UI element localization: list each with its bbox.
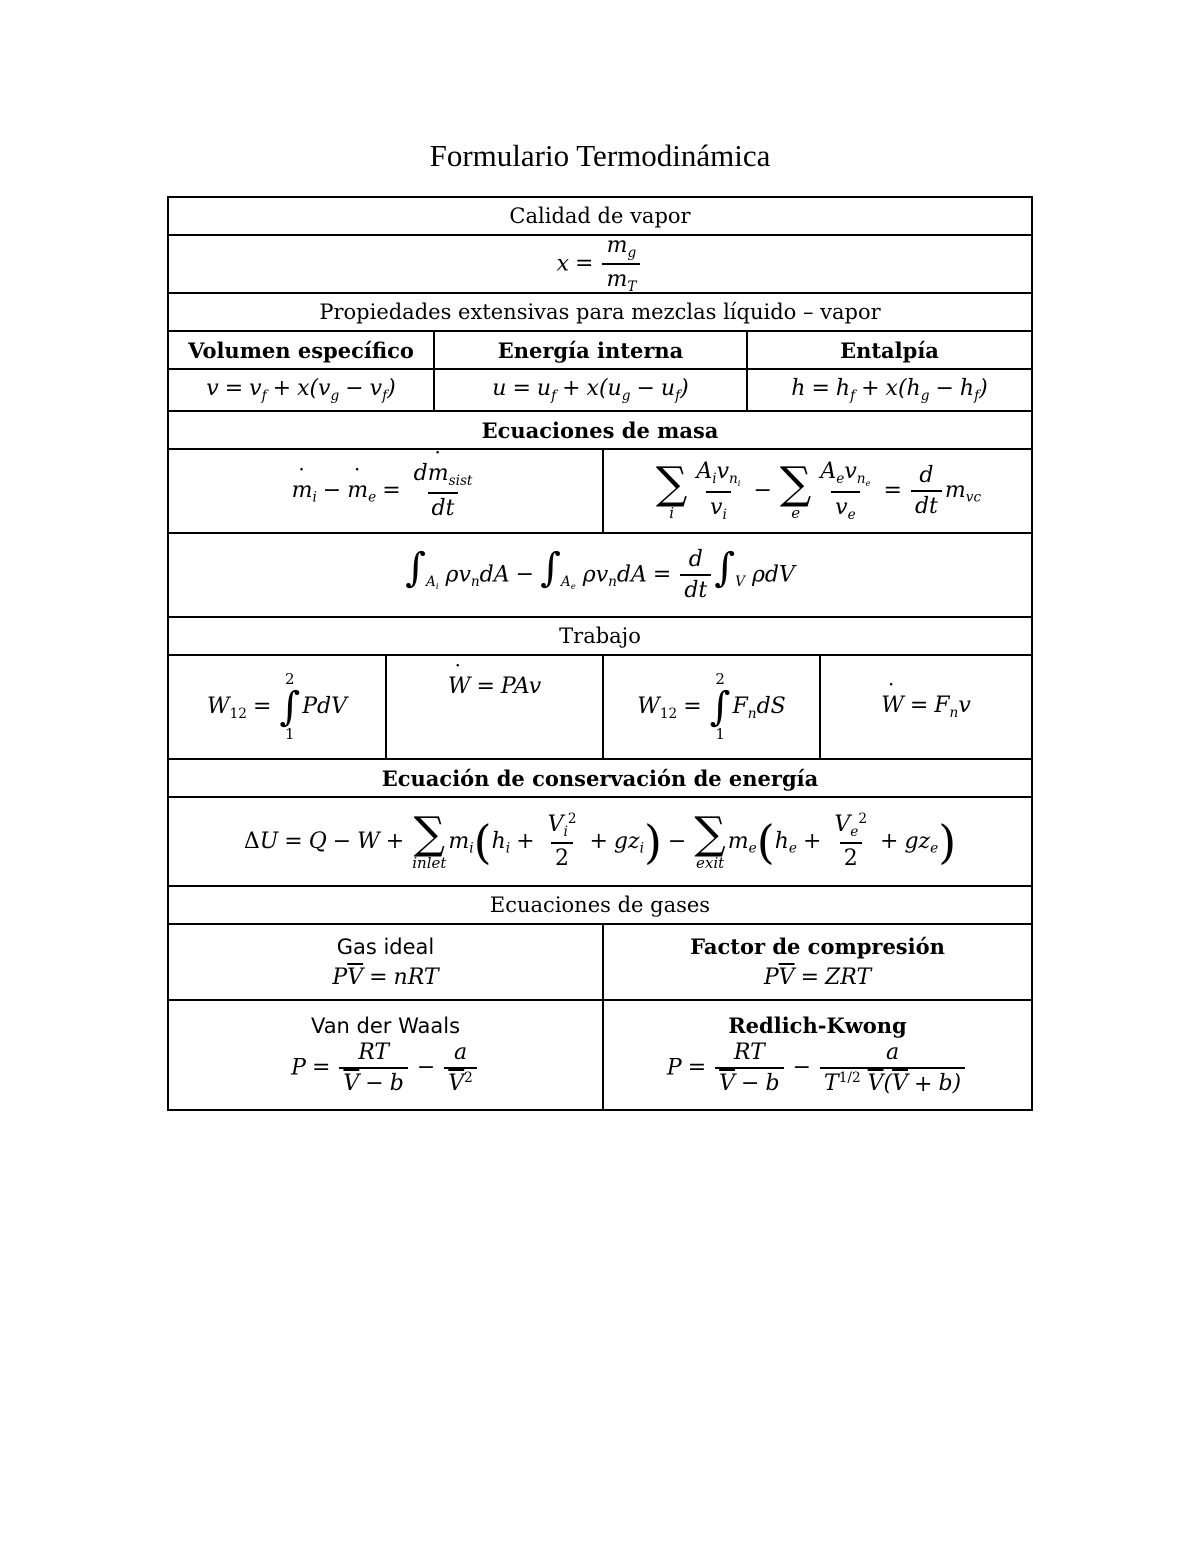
- gas-label: Van der Waals: [310, 1013, 461, 1038]
- gas-label: Gas ideal: [336, 934, 435, 959]
- formula-calidad: x = $\frac{m_g}{m_T}$: [169, 236, 1031, 292]
- van-der-waals-cell: [169, 1001, 602, 1109]
- formula-van-der-waals: P = $\frac{RT}{\overline{V} - b}$ − $\frac{a}{\overline{V}^2}$: [291, 1040, 480, 1097]
- gas-ideal-cell: [169, 925, 602, 999]
- formula-compresion: $P\overline{V}$ = ZRT: [763, 965, 872, 990]
- column-headers-row: [169, 330, 1031, 368]
- formula-masa-2: ∑ i $\frac{A_iv_{n_i}}{v_i}$ − ∑ e $\frac{A_ev_{n_e}}{v_e}$ = $\frac{d}{dt}$ $m_{vc}$: [602, 450, 1031, 532]
- section-heading: Ecuaciones de gases: [489, 893, 711, 917]
- formula-trabajo-4: ˙ $W = F_nv$: [819, 656, 1031, 758]
- formula-masa-1: ˙ $m_i$ − ˙ $m_e$ = $\frac{d˙ m_{sist}}{dt}$: [169, 450, 602, 532]
- formula-row: [169, 923, 1031, 999]
- formula-volumen: $v = v_f + x(v_g - v_f)$: [206, 376, 396, 404]
- formula-row: [169, 448, 1031, 532]
- formula-entalpia: $h = h_f + x(h_g - h_f)$: [746, 370, 1031, 410]
- section-energia-row: [169, 758, 1031, 796]
- section-heading: Trabajo: [559, 624, 641, 648]
- formula-energia-interna: $u = u_f + x(u_g - u_f)$: [433, 370, 746, 410]
- gas-label: Redlich-Kwong: [728, 1013, 907, 1039]
- formula-row: [169, 532, 1031, 616]
- section-heading: Ecuaciones de masa: [481, 417, 719, 443]
- formula-table: [167, 196, 1033, 1111]
- section-heading: Propiedades extensivas para mezclas líquido – vapor: [319, 300, 881, 324]
- section-masa-row: [169, 410, 1031, 448]
- compresion-cell: [602, 925, 1031, 999]
- column-header: Energía interna: [433, 332, 746, 368]
- column-header: Entalpía: [746, 332, 1031, 368]
- section-propiedades-row: [169, 292, 1031, 330]
- formula-row: [169, 368, 1031, 410]
- section-heading: Ecuación de conservación de energía: [381, 765, 819, 791]
- page-title: Formulario Termodinámica: [429, 138, 771, 173]
- formula-row: [169, 796, 1031, 885]
- section-heading: Calidad de vapor: [509, 204, 691, 228]
- formula-gas-ideal: $P\overline{V}$ = nRT: [332, 964, 439, 990]
- formula-row: [169, 232, 1031, 295]
- section-trabajo-row: [169, 616, 1031, 654]
- gas-label: Factor de compresión: [690, 934, 945, 959]
- column-header: Volumen específico: [188, 337, 414, 363]
- formula-trabajo-2: ˙ W = PAv: [385, 656, 602, 758]
- formula-row: [169, 654, 1031, 758]
- redlich-kwong-cell: [602, 1001, 1031, 1109]
- formula-redlich-kwong: P = $\frac{RT}{\overline{V} - b}$ − $\frac{a}{T^{1/2} \overline{V}(\overline{V} + b)}$: [667, 1040, 968, 1097]
- formula-energia: ΔU = Q − W + ∑ inlet $m_i(h_i$ + $\frac{V_i^2}{2}$ + $gz_i$) − ∑ exit $m_e(h_e$ + $\frac{V_e^2}{2}$ + $gz_e$): [243, 808, 957, 872]
- formula-trabajo-3: $W_{12}$ = 2 ∫ 1 $F_ndS$: [602, 656, 819, 758]
- formula-row: [169, 999, 1031, 1109]
- formula-trabajo-1: $W_{12}$ = 2 ∫ 1 PdV: [206, 670, 348, 743]
- section-gases-row: [169, 885, 1031, 923]
- formula-masa-3: $\int_{A_i}$ $\rho v_ndA - \int_{A_e}$ $\rho v_ndA$ = $\frac{d}{dt}$ $\int_V$ ρdV: [405, 545, 795, 603]
- section-calidad-row: [169, 198, 1031, 234]
